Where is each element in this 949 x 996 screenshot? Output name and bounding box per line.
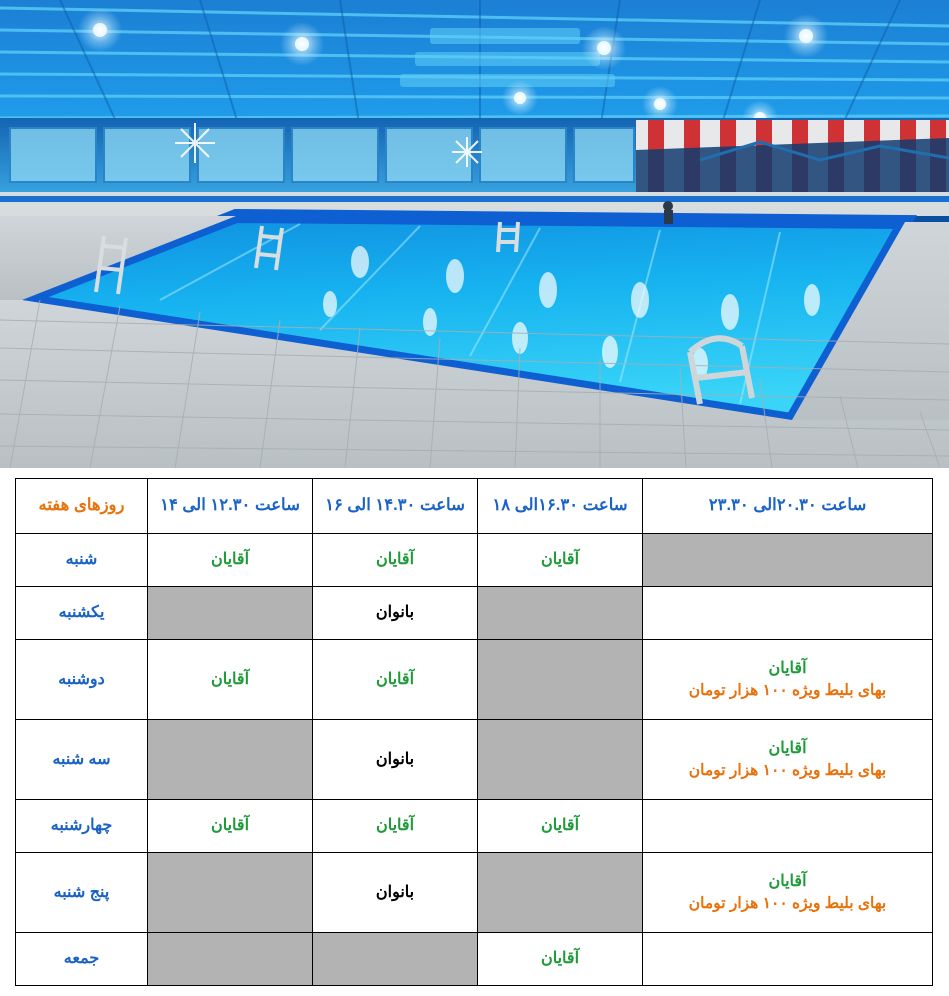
table-row bbox=[16, 587, 933, 640]
cell-slot2: بانوان bbox=[313, 853, 478, 933]
table-body bbox=[16, 534, 933, 986]
table-row bbox=[16, 534, 933, 587]
cell-slot4 bbox=[643, 800, 933, 853]
table-row bbox=[16, 640, 933, 720]
table-row bbox=[16, 853, 933, 933]
header-slot4: ساعت ۲۰.۳۰الی ۲۳.۳۰ bbox=[643, 479, 933, 534]
cell-day: جمعه bbox=[16, 933, 148, 986]
pool-photo bbox=[0, 0, 949, 468]
cell-slot4 bbox=[643, 640, 933, 720]
cell-slot3 bbox=[478, 853, 643, 933]
cell-slot4 bbox=[643, 534, 933, 587]
cell-day: چهارشنبه bbox=[16, 800, 148, 853]
cell-slot1: آقایان bbox=[148, 640, 313, 720]
cell-slot1 bbox=[148, 933, 313, 986]
cell-slot4-price: بهای بلیط ویژه ۱۰۰ هزار تومان bbox=[688, 761, 887, 779]
cell-slot1: آقایان bbox=[148, 534, 313, 587]
cell-slot4-label: آقایان bbox=[768, 659, 807, 677]
cell-slot4-label: آقایان bbox=[768, 739, 807, 757]
cell-slot4-price: بهای بلیط ویژه ۱۰۰ هزار تومان bbox=[688, 894, 887, 912]
cell-day: پنج شنبه bbox=[16, 853, 148, 933]
header-slot3: ساعت ۱۶.۳۰الی ۱۸ bbox=[478, 479, 643, 534]
cell-slot2: بانوان bbox=[313, 587, 478, 640]
cell-day: شنبه bbox=[16, 534, 148, 587]
cell-slot3 bbox=[478, 640, 643, 720]
cell-slot3 bbox=[478, 720, 643, 800]
cell-slot1 bbox=[148, 720, 313, 800]
cell-slot2: آقایان bbox=[313, 800, 478, 853]
cell-day: دوشنبه bbox=[16, 640, 148, 720]
header-slot2: ساعت ۱۴.۳۰ الی ۱۶ bbox=[313, 479, 478, 534]
cell-slot4 bbox=[643, 587, 933, 640]
pool-photo-illustration bbox=[0, 0, 949, 468]
cell-slot1: آقایان bbox=[148, 800, 313, 853]
pool-schedule-table bbox=[15, 478, 933, 986]
cell-slot1 bbox=[148, 853, 313, 933]
cell-slot1 bbox=[148, 587, 313, 640]
cell-slot4-label: آقایان bbox=[768, 872, 807, 890]
cell-slot2: آقایان bbox=[313, 534, 478, 587]
cell-slot4 bbox=[643, 853, 933, 933]
cell-slot2 bbox=[313, 933, 478, 986]
cell-slot4 bbox=[643, 933, 933, 986]
table-row bbox=[16, 800, 933, 853]
cell-day: یکشنبه bbox=[16, 587, 148, 640]
cell-slot3 bbox=[478, 587, 643, 640]
header-day: روزهای هفته bbox=[16, 479, 148, 534]
cell-day: سه شنبه bbox=[16, 720, 148, 800]
cell-slot2: آقایان bbox=[313, 640, 478, 720]
cell-slot4-price: بهای بلیط ویژه ۱۰۰ هزار تومان bbox=[688, 681, 887, 699]
cell-slot2: بانوان bbox=[313, 720, 478, 800]
header-row bbox=[16, 479, 933, 534]
cell-slot4 bbox=[643, 720, 933, 800]
table-row bbox=[16, 720, 933, 800]
cell-slot3: آقایان bbox=[478, 534, 643, 587]
cell-slot3: آقایان bbox=[478, 933, 643, 986]
table-header bbox=[16, 479, 933, 534]
cell-slot3: آقایان bbox=[478, 800, 643, 853]
schedule-table-container bbox=[0, 468, 949, 996]
header-slot1: ساعت ۱۲.۳۰ الی ۱۴ bbox=[148, 479, 313, 534]
table-row bbox=[16, 933, 933, 986]
